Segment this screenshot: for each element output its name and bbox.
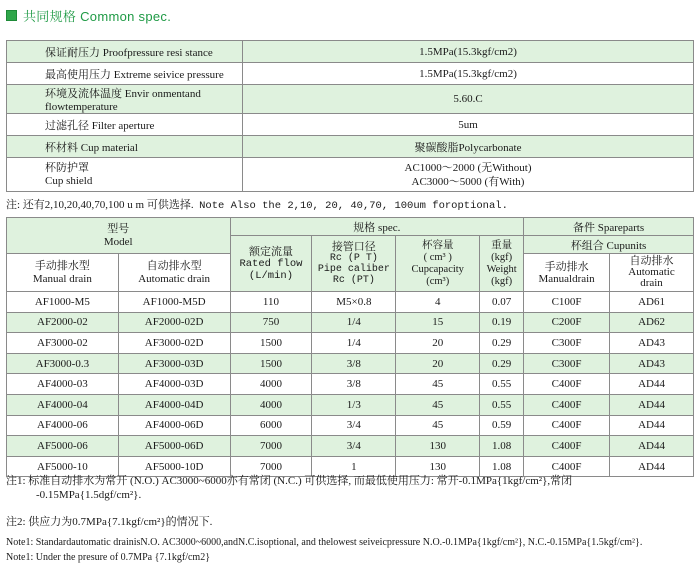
footnote-2-en: Note1: Under the presure of 0.7MPa {7.1kgf/cm2}: [6, 552, 210, 563]
spec-row-cup-shield: [7, 158, 694, 192]
footnote-2-cn: 注2: 供应力为0.7MPa{7.1kgf/cm²}的情况下.: [6, 516, 213, 528]
spec-row: [7, 63, 694, 85]
flow-header: 额定流量 Rated flow (L/min): [230, 236, 312, 292]
cup-auto-cell: AD44: [610, 394, 694, 415]
flow-cell: 4000: [230, 394, 312, 415]
manual-model-cell: AF4000-06: [7, 415, 119, 436]
cup-manual-cell: C300F: [524, 353, 610, 374]
capacity-header: 杯容量 ( cm³ ) Cupcapacity (cm³): [396, 236, 480, 292]
port-cell: 1/4: [312, 333, 396, 354]
table-row: [7, 333, 694, 354]
flow-cell: 7000: [230, 456, 312, 477]
capacity-cell: 20: [396, 353, 480, 374]
footnote-1-cn: 注1: 标准自动排水为常开 (N.O.) AC3000~6000亦有常闭 (N.C.) 可供选择, 而最低使用压力: 常开-0.1MPa{1kgf/cm²},常闭 -0.15MPa{1.5dgf/cm²}.: [6, 475, 573, 501]
table-row: [7, 394, 694, 415]
spec-value: 1.5MPa(15.3kgf/cm2): [243, 63, 694, 85]
port-cell: 3/4: [312, 436, 396, 457]
footnote-1-en: Note1: Standardautomatic drainisN.O. AC3000~6000,andN.C.isoptional, and thelowest seiveicpressure N.O.-0.1MPa{1kgf/cm²}, N.C.-0.15MPa{1.5kgf/cm²}.: [6, 537, 643, 548]
capacity-cell: 4: [396, 292, 480, 313]
flow-cell: 110: [230, 292, 312, 313]
auto-model-cell: AF5000-10D: [118, 456, 230, 477]
weight-cell: 0.55: [480, 394, 524, 415]
spec-header: 规格 spec.: [230, 218, 524, 236]
cup-auto-cell: AD44: [610, 415, 694, 436]
weight-cell: 0.29: [480, 333, 524, 354]
auto-model-cell: AF1000-M5D: [118, 292, 230, 313]
auto-model-cell: AF2000-02D: [118, 312, 230, 333]
cup-manual-cell: C400F: [524, 394, 610, 415]
spec-label: 杯防护罩 Cup shield: [7, 158, 243, 192]
port-cell: 3/8: [312, 374, 396, 395]
weight-cell: 1.08: [480, 436, 524, 457]
capacity-cell: 130: [396, 456, 480, 477]
section-title: 共同规格 Common spec.: [23, 8, 172, 24]
auto-model-cell: AF4000-04D: [118, 394, 230, 415]
table-row: [7, 292, 694, 313]
cup-manual-cell: C200F: [524, 312, 610, 333]
cup-units-header: 杯组合 Cupunits: [524, 236, 694, 254]
flow-cell: 6000: [230, 415, 312, 436]
capacity-cell: 20: [396, 333, 480, 354]
header-row: [7, 218, 694, 236]
table-row: [7, 374, 694, 395]
spec-row: [7, 85, 694, 114]
port-cell: M5×0.8: [312, 292, 396, 313]
flow-cell: 4000: [230, 374, 312, 395]
spec-row: [7, 136, 694, 158]
cup-manual-cell: C400F: [524, 436, 610, 457]
section-header: [6, 4, 171, 26]
weight-cell: 0.19: [480, 312, 524, 333]
cup-manual-cell: C100F: [524, 292, 610, 313]
flow-cell: 1500: [230, 333, 312, 354]
cup-auto-cell: AD44: [610, 456, 694, 477]
auto-model-cell: AF4000-06D: [118, 415, 230, 436]
cup-auto-cell: AD43: [610, 333, 694, 354]
cup-auto-cell: AD62: [610, 312, 694, 333]
capacity-cell: 15: [396, 312, 480, 333]
table-row: [7, 436, 694, 457]
cup-auto-header: 自动排水 Automatic drain: [610, 254, 694, 292]
green-square-icon: [6, 10, 17, 21]
manual-model-cell: AF4000-03: [7, 374, 119, 395]
spec-label: 保证耐压力 Proofpressure resi stance: [7, 41, 243, 63]
port-cell: 1: [312, 456, 396, 477]
table-row: [7, 353, 694, 374]
spec-label: 最高使用压力 Extreme seivice pressure: [7, 63, 243, 85]
spec-value: 5um: [243, 114, 694, 136]
spec-label: 过滤孔径 Filter aperture: [7, 114, 243, 136]
spec-label: 环境及流体温度 Envir onmentand flowtemperature: [7, 85, 243, 114]
capacity-cell: 45: [396, 394, 480, 415]
flow-cell: 7000: [230, 436, 312, 457]
port-cell: 1/3: [312, 394, 396, 415]
weight-header: 重量 (kgf) Weight (kgf): [480, 236, 524, 292]
flow-cell: 1500: [230, 353, 312, 374]
model-table: [6, 217, 694, 477]
cup-manual-cell: C400F: [524, 415, 610, 436]
spec-value: 5.60.C: [243, 85, 694, 114]
table-row: [7, 312, 694, 333]
weight-cell: 0.29: [480, 353, 524, 374]
manual-model-cell: AF3000-02: [7, 333, 119, 354]
cup-auto-cell: AD44: [610, 374, 694, 395]
cup-auto-cell: AD43: [610, 353, 694, 374]
auto-model-cell: AF5000-06D: [118, 436, 230, 457]
spec-value: AC1000～2000 (无Without) AC3000～5000 (有With): [243, 158, 694, 192]
auto-model-cell: AF4000-03D: [118, 374, 230, 395]
cup-auto-cell: AD44: [610, 436, 694, 457]
manual-model-cell: AF5000-10: [7, 456, 119, 477]
weight-cell: 1.08: [480, 456, 524, 477]
auto-model-cell: AF3000-02D: [118, 333, 230, 354]
spec-row: [7, 41, 694, 63]
filter-note: 注: 还有2,10,20,40,70,100 u m 可供选择. Note Also the 2,10, 20, 40,70, 100um foroptional.: [6, 199, 508, 212]
spec-value: 聚碳酸脂Polycarbonate: [243, 136, 694, 158]
capacity-cell: 45: [396, 415, 480, 436]
port-cell: 3/8: [312, 353, 396, 374]
manual-model-cell: AF2000-02: [7, 312, 119, 333]
spareparts-header: 备件 Spareparts: [524, 218, 694, 236]
capacity-cell: 45: [396, 374, 480, 395]
cup-auto-cell: AD61: [610, 292, 694, 313]
table-row: [7, 415, 694, 436]
cup-manual-cell: C400F: [524, 456, 610, 477]
weight-cell: 0.07: [480, 292, 524, 313]
spec-value: 1.5MPa(15.3kgf/cm2): [243, 41, 694, 63]
common-spec-table: [6, 40, 694, 192]
weight-cell: 0.59: [480, 415, 524, 436]
auto-drain-header: 自动排水型 Automatic drain: [118, 254, 230, 292]
manual-model-cell: AF1000-M5: [7, 292, 119, 313]
manual-model-cell: AF4000-04: [7, 394, 119, 415]
spec-row: [7, 114, 694, 136]
port-cell: 3/4: [312, 415, 396, 436]
auto-model-cell: AF3000-03D: [118, 353, 230, 374]
model-header: 型号 Model: [7, 218, 231, 254]
flow-cell: 750: [230, 312, 312, 333]
port-cell: 1/4: [312, 312, 396, 333]
capacity-cell: 130: [396, 436, 480, 457]
weight-cell: 0.55: [480, 374, 524, 395]
cup-manual-cell: C300F: [524, 333, 610, 354]
cup-manual-cell: C400F: [524, 374, 610, 395]
manual-model-cell: AF5000-06: [7, 436, 119, 457]
manual-model-cell: AF3000-0.3: [7, 353, 119, 374]
spec-label: 杯材料 Cup material: [7, 136, 243, 158]
port-header: 接管口径 Rc (P T) Pipe caliber Rc (PT): [312, 236, 396, 292]
manual-drain-header: 手动排水型 Manual drain: [7, 254, 119, 292]
cup-manual-header: 手动排水 Manualdrain: [524, 254, 610, 292]
